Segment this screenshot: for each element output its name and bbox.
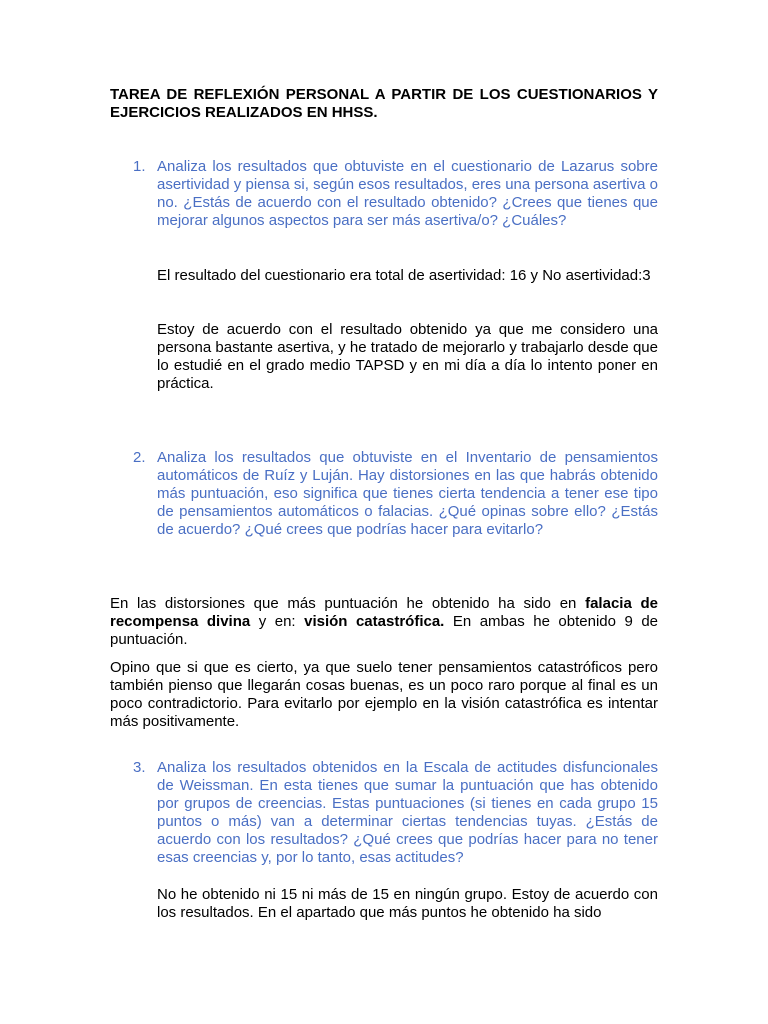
question-number: 2. bbox=[133, 449, 146, 466]
question-number: 1. bbox=[133, 158, 146, 175]
answer-2-opinion: Opino que si que es cierto, ya que suelo tener pensamientos catastróficos pero también pienso que llegarán cosas buenas, es un poco raro porque al final es un poco contradictorio. Para evitarlo por ejemplo en la visión catastrófica es intentar más positivamente. bbox=[110, 659, 658, 730]
question-number: 3. bbox=[133, 759, 146, 776]
answer-1-opinion: Estoy de acuerdo con el resultado obtenido ya que me considero una persona bastante asertiva, y he tratado de mejorarlo y trabajarlo desde que lo estudié en el grado medio TAPSD y en mi día a día lo intento poner en práctica. bbox=[157, 321, 658, 392]
answer-2-scores bbox=[110, 595, 658, 649]
question-2 bbox=[133, 449, 658, 539]
answer-text: y en: bbox=[250, 613, 305, 630]
question-3 bbox=[133, 759, 658, 867]
answer-3: No he obtenido ni 15 ni más de 15 en ningún grupo. Estoy de acuerdo con los resultados. En el apartado que más puntos he obtenido ha sido bbox=[157, 886, 658, 921]
answer-text: En las distorsiones que más puntuación he obtenido ha sido en bbox=[110, 595, 586, 612]
question-text: Analiza los resultados obtenidos en la Escala de actitudes disfuncionales de Weissman. En esta tienes que sumar la puntuación que has obtenido por grupos de creencias. Estas puntuaciones (si tienes en cada grupo 15 puntos o más) van a determinar ciertas tendencias tuyas. ¿Estás de acuerdo con los resultados? ¿Qué crees que podrías hacer para no tener esas creencias y, por lo tanto, esas actitudes? bbox=[157, 759, 658, 866]
answer-text: En ambas he obtenido 9 de puntuación. bbox=[110, 613, 659, 648]
distortion-name: falacia de recompensa divina bbox=[110, 595, 658, 630]
question-text: Analiza los resultados que obtuviste en el cuestionario de Lazarus sobre asertividad y piensa si, según esos resultados, eres una persona asertiva o no. ¿Estás de acuerdo con el resultado obtenido? ¿Crees que tienes que mejorar algunos aspectos para ser más asertiva/o? ¿Cuáles? bbox=[157, 158, 658, 229]
answer-1-result: El resultado del cuestionario era total de asertividad: 16 y No asertividad:3 bbox=[157, 267, 651, 284]
question-1 bbox=[133, 158, 658, 230]
document-title: TAREA DE REFLEXIÓN PERSONAL A PARTIR DE LOS CUESTIONARIOS Y EJERCICIOS REALIZADOS EN HHSS. bbox=[110, 86, 658, 121]
distortion-name: visión catastrófica. bbox=[304, 613, 445, 630]
question-text: Analiza los resultados que obtuviste en el Inventario de pensamientos automáticos de Ruíz y Luján. Hay distorsiones en las que habrás obtenido más puntuación, eso significa que tienes cierta tendencia a tener ese tipo de pensamientos automáticos o falacias. ¿Qué opinas sobre ello? ¿Estás de acuerdo? ¿Qué crees que podrías hacer para evitarlo? bbox=[157, 449, 658, 538]
